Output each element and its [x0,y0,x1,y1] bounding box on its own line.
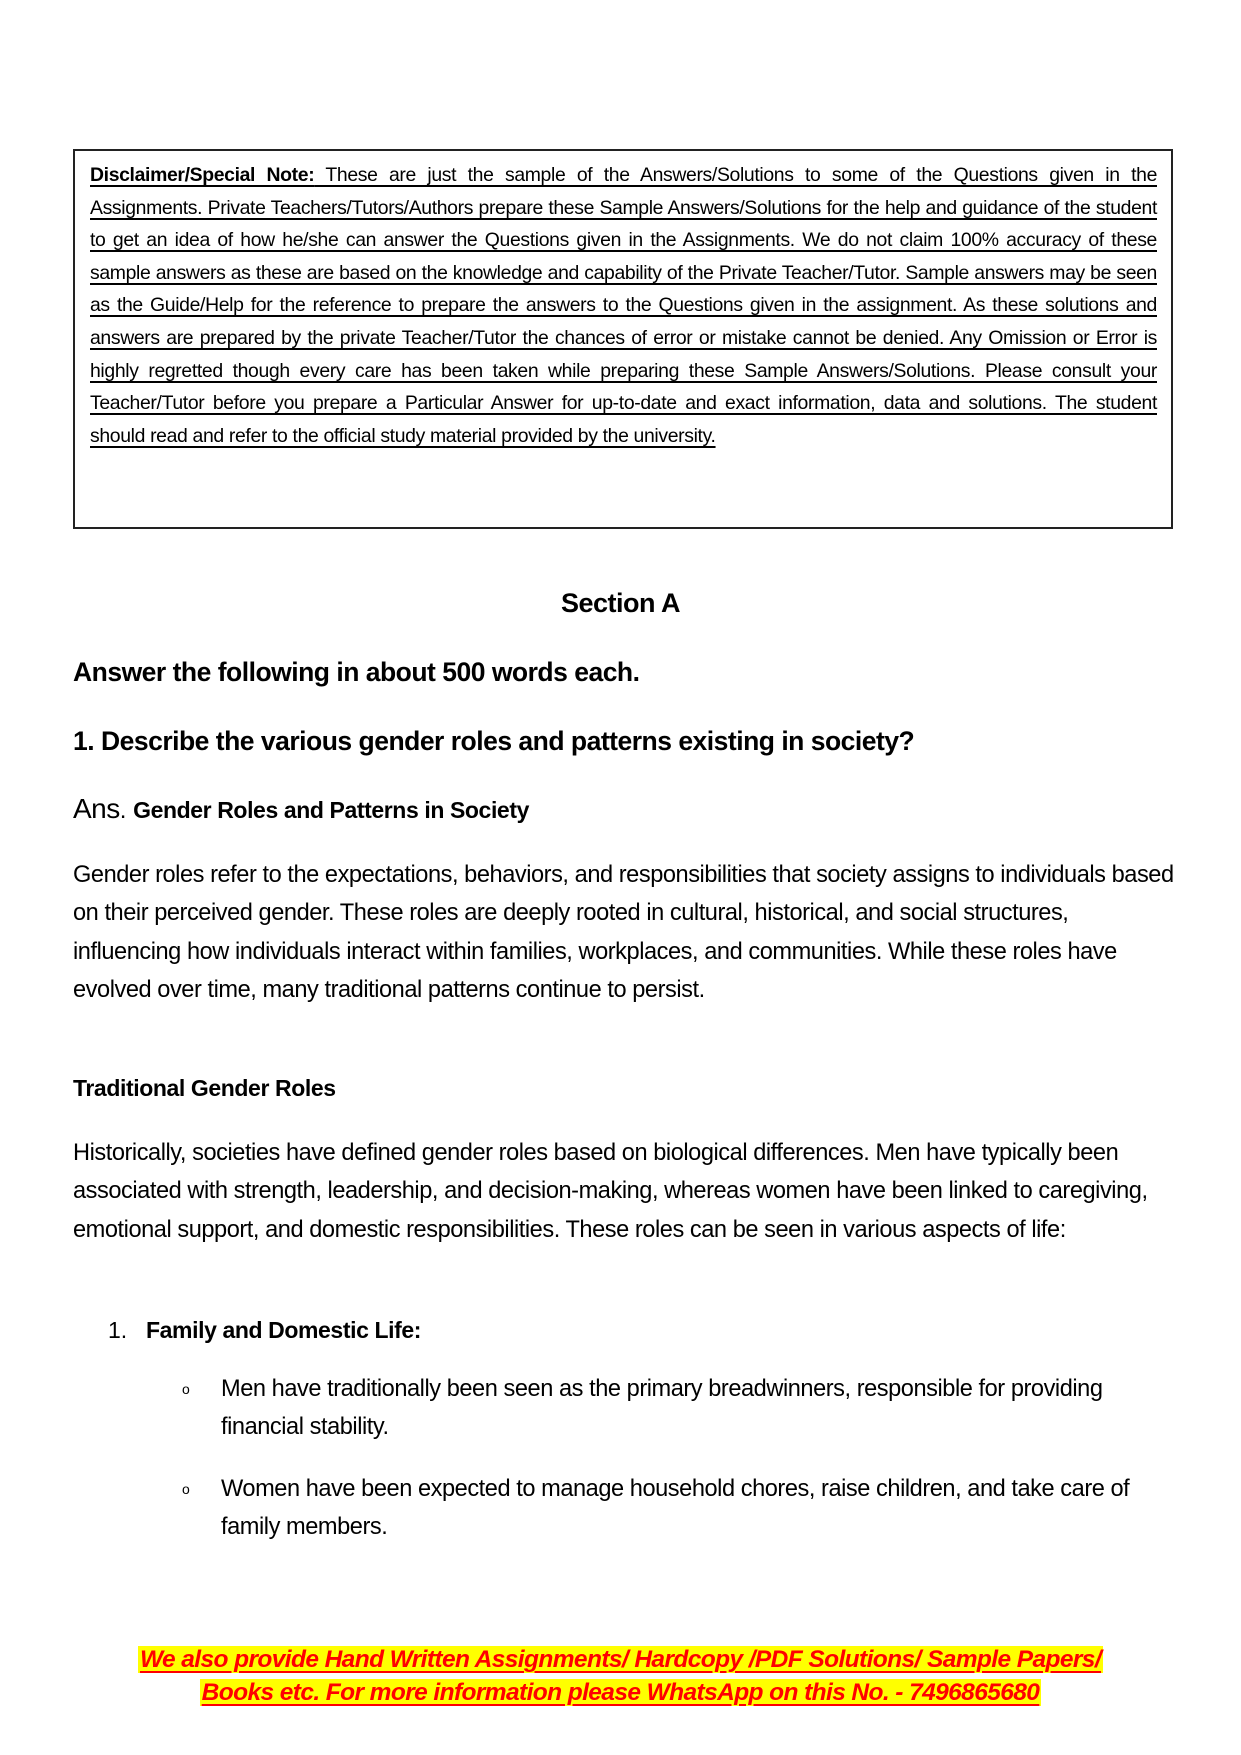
instruction-heading: Answer the following in about 500 words each. [73,657,640,687]
disclaimer-box [73,149,1173,529]
traditional-roles-heading: Traditional Gender Roles [73,1075,336,1101]
bullet-item: Men have traditionally been seen as the primary breadwinners, responsible for providing financial stability. [221,1376,1103,1441]
section-title: Section A [560,588,681,618]
disclaimer-label: Disclaimer/Special Note: [90,164,315,186]
answer-dot: . [119,797,134,824]
promo-footer [0,1643,1241,1709]
hollow-bullet-icon: o [182,1381,190,1397]
promo-line-2: Books etc. For more information please WhatsApp on this No. - 7496865680 [201,1679,1040,1706]
disclaimer-paragraph [90,159,1157,452]
list-item-family-domestic [108,1317,421,1344]
answer-title: Gender Roles and Patterns in Society [133,797,529,823]
answer-label: Ans [73,793,120,824]
traditional-roles-paragraph: Historically, societies have defined gender roles based on biological differences. Men have typically been associated with strength, leadership, and decision-making, whereas women have been linked to caregiving, emotional support, and domestic responsibilities. These roles can be seen in various aspects of life: [73,1140,1148,1243]
intro-paragraph: Gender roles refer to the expectations, behaviors, and responsibilities that society assigns to individuals based on their perceived gender. These roles are deeply rooted in cultural, historical, and social structures, influencing how individuals interact within families, workplaces, and communities. While these roles have evolved over time, many traditional patterns continue to persist. [73,862,1174,1003]
question-heading: 1. Describe the various gender roles and patterns existing in society? [73,726,915,756]
list-number: 1. [108,1317,128,1343]
hollow-bullet-icon: o [182,1481,190,1497]
promo-line-1: We also provide Hand Written Assignments/ Hardcopy /PDF Solutions/ Sample Papers/ [139,1646,1102,1673]
disclaimer-text: These are just the sample of the Answers/Solutions to some of the Questions given in the Assignments. Private Teachers/Tutors/Authors prepare these Sample Answers/Solutions for the help and guidance of the student to get an idea of how he/she can answer the Questions given in the Assignments. We do not claim 100% accuracy of these sample answers as these are based on the knowledge and capability of the Private Teacher/Tutor. Sample answers may be seen as the Guide/Help for the reference to prepare the answers to the Questions given in the assignment. As these solutions and answers are prepared by the private Teacher/Tutor the chances of error or mistake cannot be denied. Any Omission or Error is highly regretted though every care has been taken while preparing these Sample Answers/Solutions. Please consult your Teacher/Tutor before you prepare a Particular Answer for up-to-date and exact information, data and solutions. The student should read and refer to the official study material provided by the university. [90,164,1157,447]
list-label: Family and Domestic Life: [146,1317,422,1343]
answer-heading [73,793,529,825]
bullet-item: Women have been expected to manage household chores, raise children, and take care of family members. [221,1476,1130,1541]
